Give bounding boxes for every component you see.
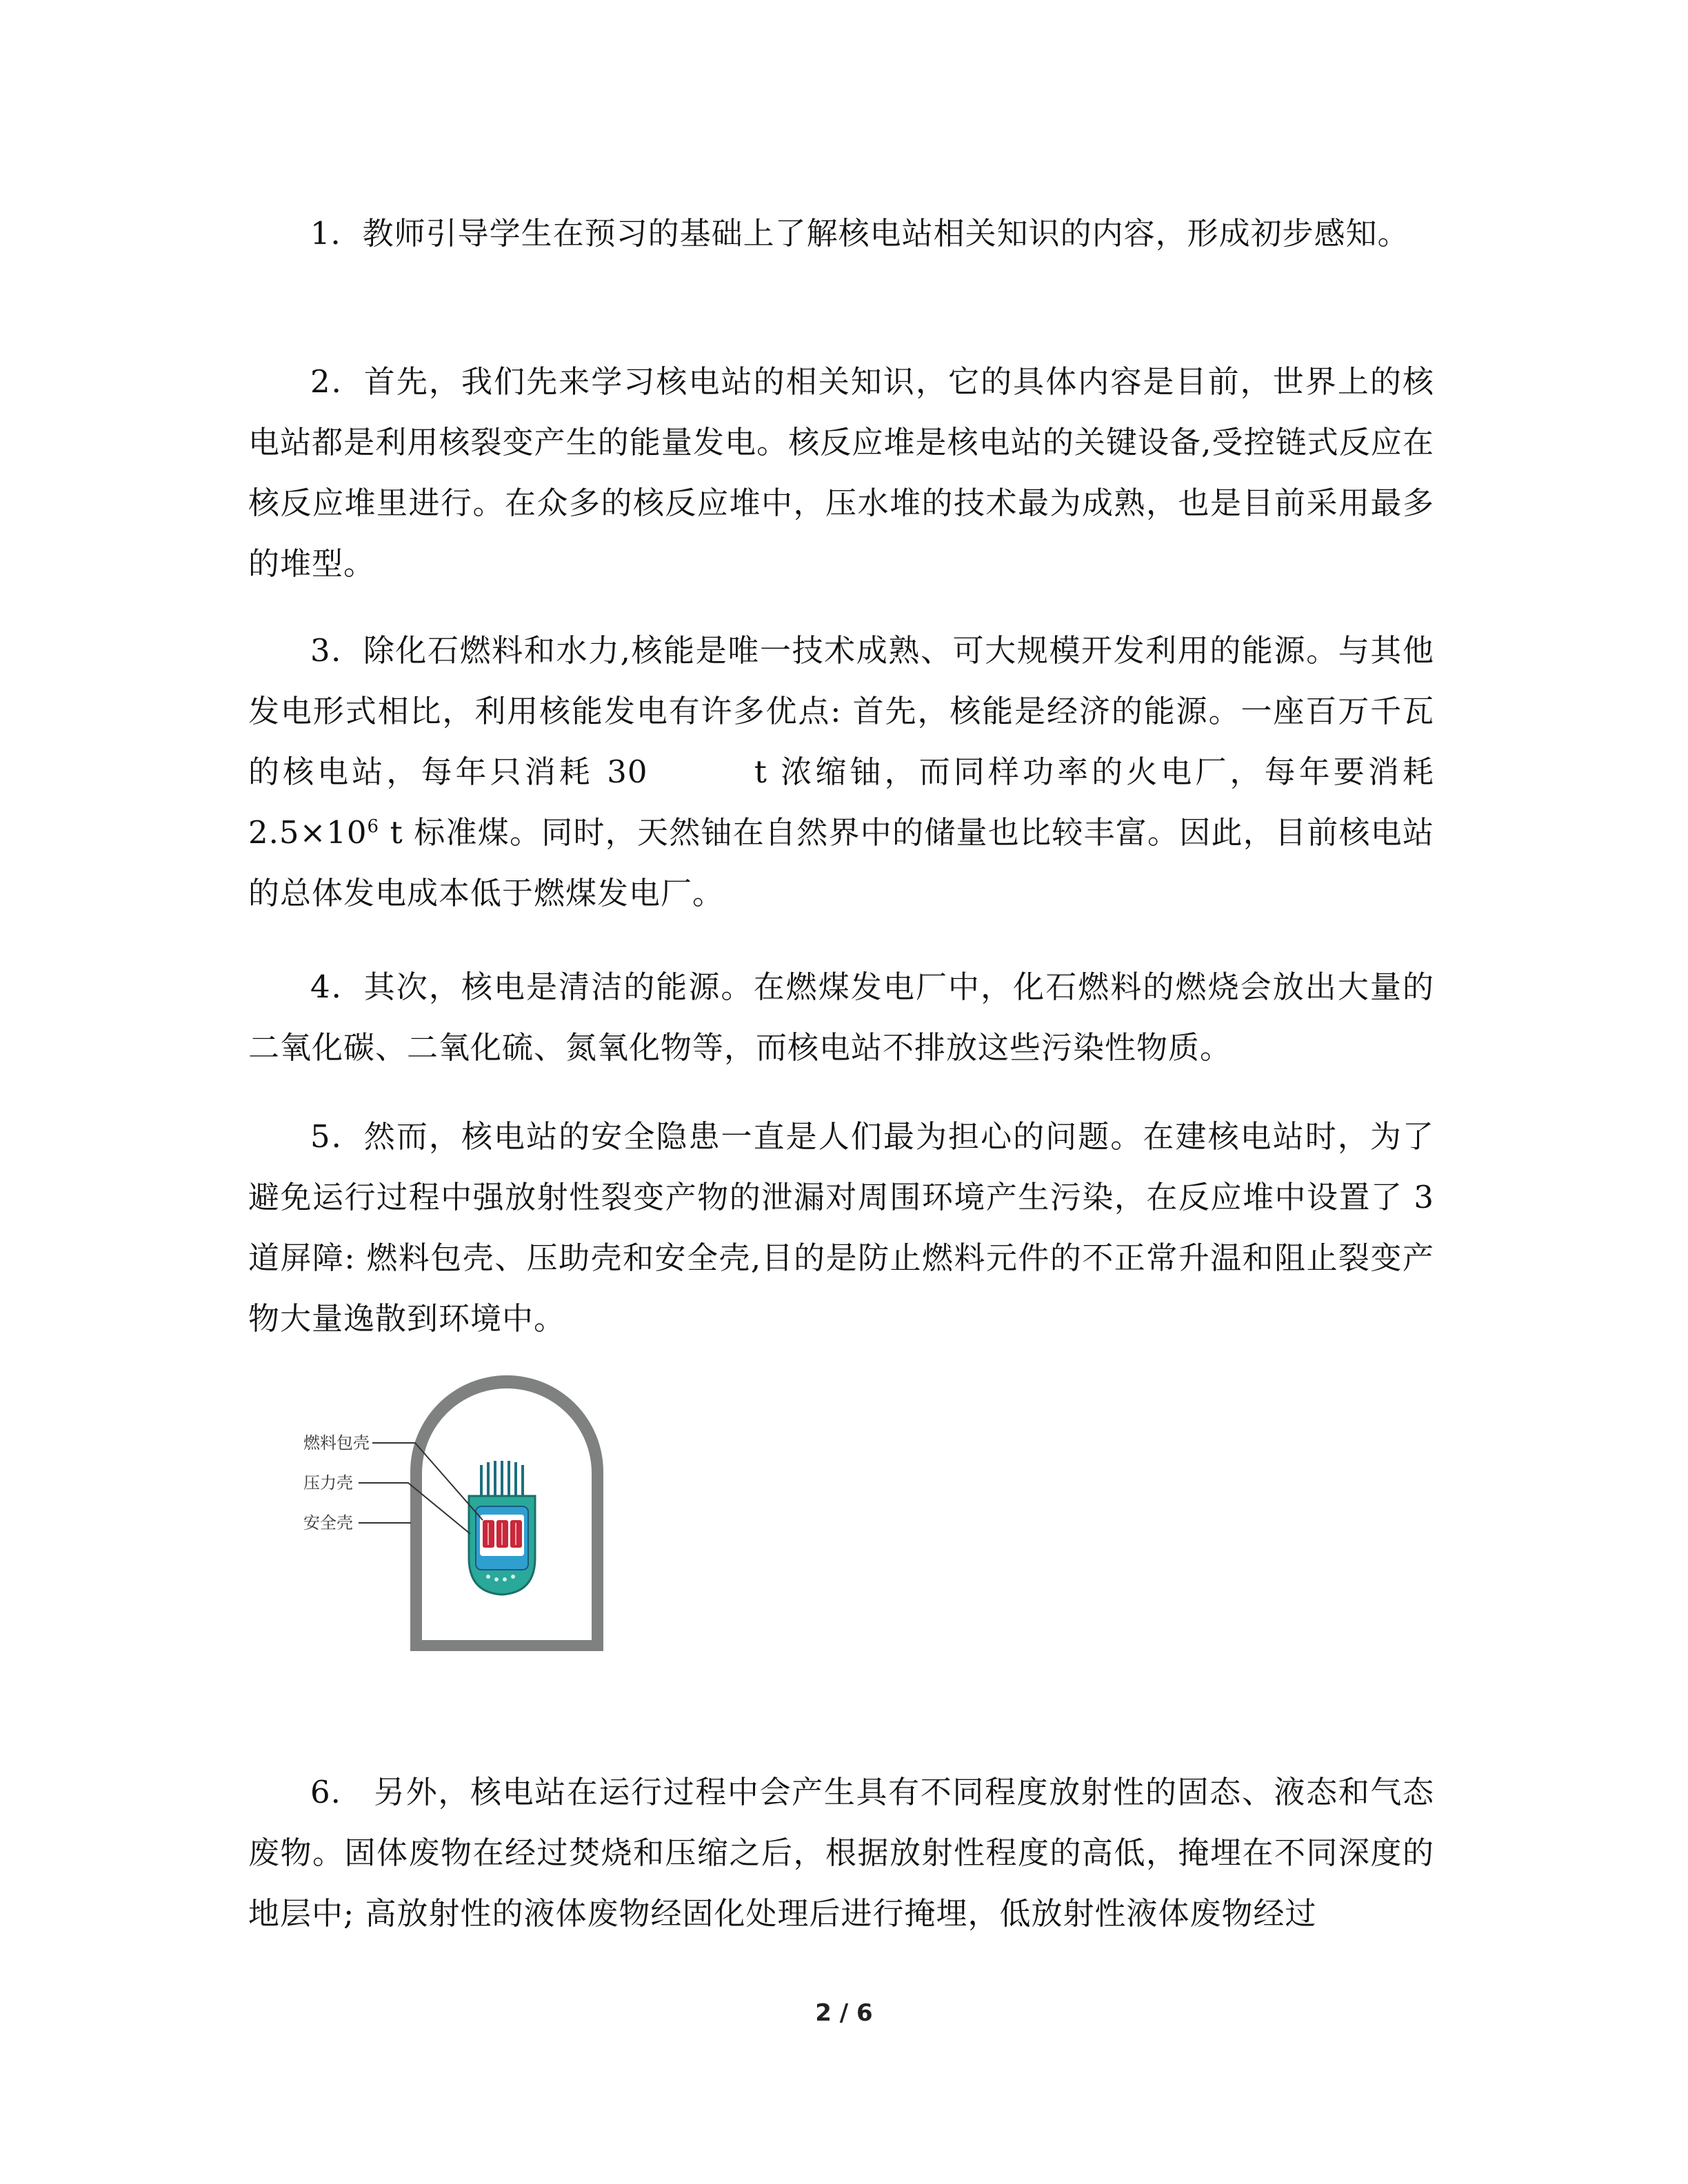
exponent: 6 xyxy=(367,816,380,837)
paragraph-6: 6. 另外，核电站在运行过程中会产生具有不同程度放射性的固态、液态和气态废物。固体废物在经过焚烧和压缩之后，根据放射性程度的高低，掩埋在不同深度的地层中; 高放射性的液体废物经固化处理后进行掩埋，低放射性液体废物经过 xyxy=(248,1774,1434,1932)
label-containment: 安全壳 xyxy=(303,1513,353,1533)
paragraph-3-part-a: 3．除化石燃料和水力,核能是唯一技术成熟、可大规模开发利用的能源。与其他发电形式相比，利用核能发电有许多优点: 首先，核能是经济的能源。一座百万千瓦的核电站，每年只消耗 30 t 浓缩铀，而同样功率的火电厂，每年要消耗 2.5×10 xyxy=(248,632,1434,851)
paragraph-5: 5．然而，核电站的安全隐患一直是人们最为担心的问题。在建核电站时，为了避免运行过程中强放射性裂变产物的泄漏对周围环境产生污染，在反应堆中设置了 3 道屏障: 燃料包壳、压助壳和安全壳,目的是防止燃料元件的不正常升温和阻止裂变产物大量逸散到环境中。 xyxy=(248,1118,1467,1337)
paragraph-2: 2．首先，我们先来学习核电站的相关知识，它的具体内容是目前，世界上的核电站都是利用核裂变产生的能量发电。核反应堆是核电站的关键设备,受控链式反应在核反应堆里进行。在众多的核反应堆中，压水堆的技术最为成熟，也是目前采用最多的堆型。 xyxy=(248,363,1434,582)
paragraph-1: 1．教师引导学生在预习的基础上了解核电站相关知识的内容，形成初步感知。 xyxy=(310,215,1409,252)
paragraph-4: 4．其次，核电是清洁的能源。在燃煤发电厂中，化石燃料的燃烧会放出大量的二氧化碳、二氧化硫、氮氧化物等，而核电站不排放这些污染性物质。 xyxy=(248,969,1434,1066)
page-number: 2 / 6 xyxy=(815,1999,873,2027)
control-rods xyxy=(481,1461,523,1496)
reactor-barrier-figure xyxy=(234,1362,690,1658)
paragraph-3 xyxy=(248,620,1434,924)
paragraph-3-part-b: t 标准煤。同时，天然铀在自然界中的储量也比较丰富。因此，目前核电站的总体发电成本低于燃煤发电厂。 xyxy=(248,814,1434,911)
label-fuel-cladding: 燃料包壳 xyxy=(303,1433,370,1453)
label-pressure-shell: 压力壳 xyxy=(303,1473,353,1493)
fuel-elements xyxy=(483,1520,522,1548)
